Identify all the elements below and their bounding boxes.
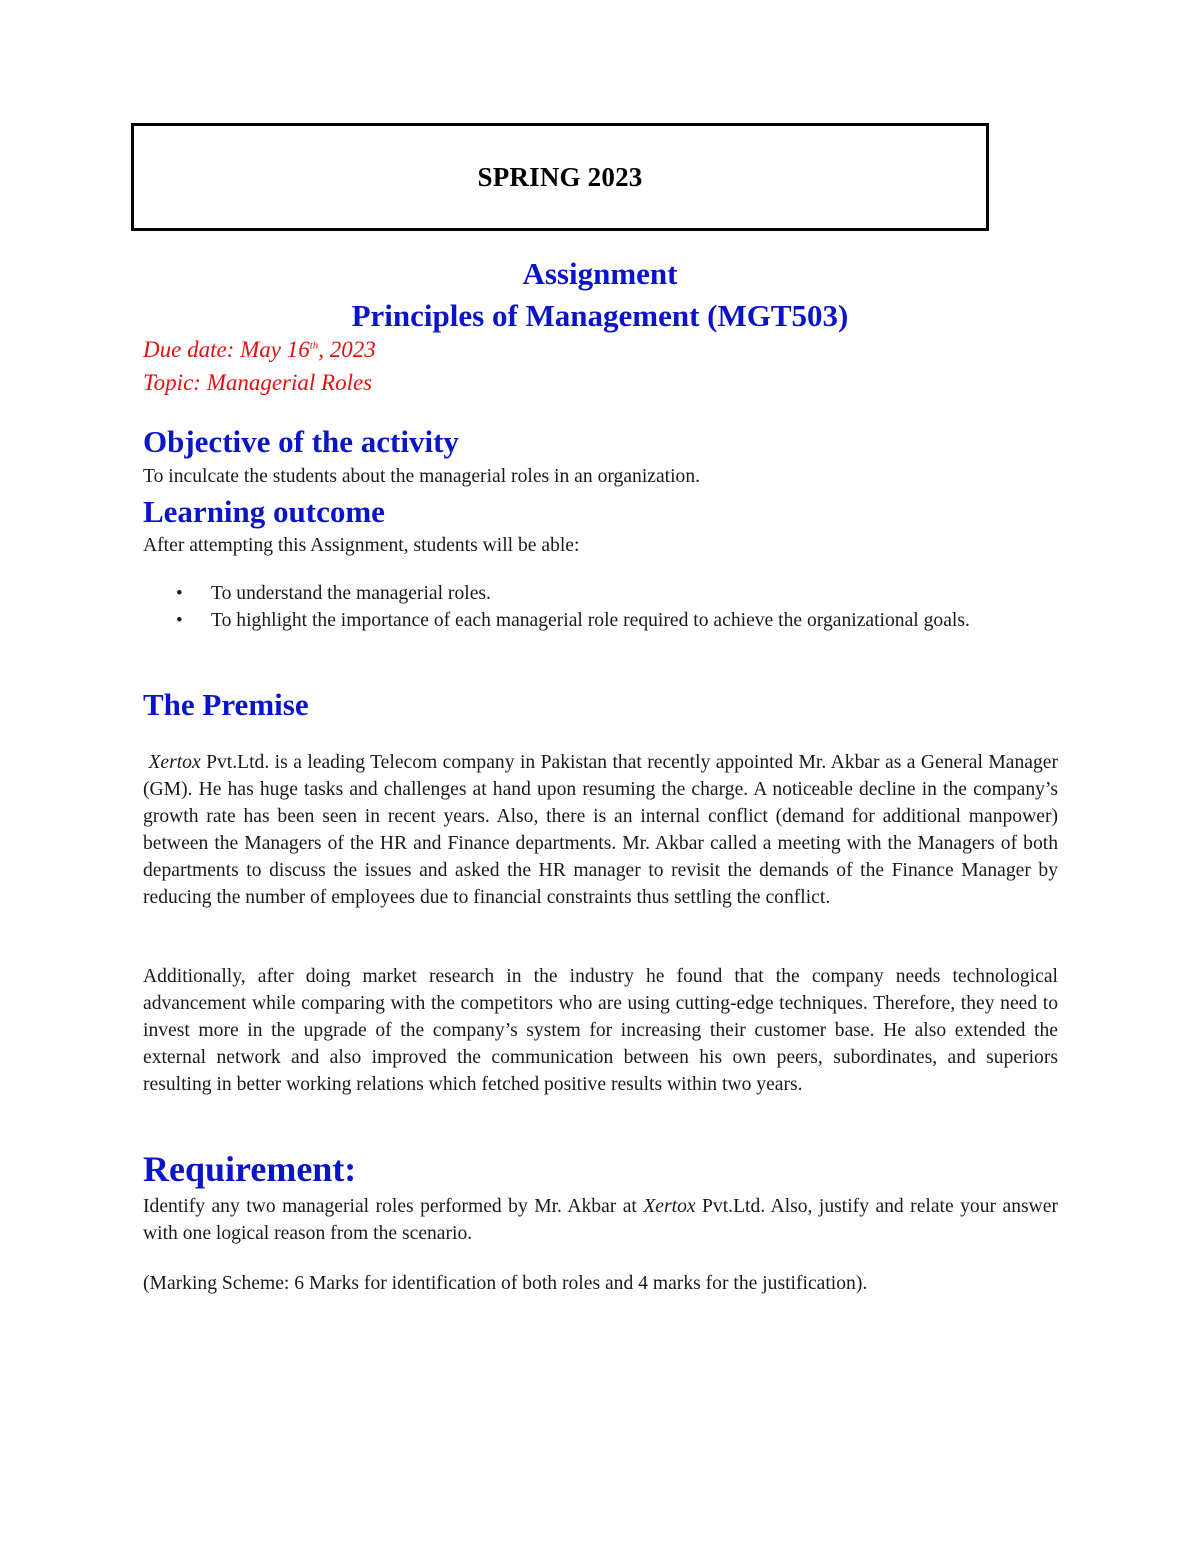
objective-heading: Objective of the activity bbox=[143, 424, 459, 459]
list-item bbox=[143, 580, 1058, 607]
requirement-heading: Requirement: bbox=[143, 1149, 357, 1189]
company-name: Xertox bbox=[148, 752, 201, 773]
requirement-text bbox=[143, 1193, 1058, 1247]
course-title: Principles of Management (MGT503) bbox=[351, 298, 849, 333]
bullet-icon: • bbox=[176, 610, 183, 631]
premise-heading: The Premise bbox=[143, 687, 309, 722]
due-date-text: Due date: May 16 bbox=[143, 337, 310, 362]
requirement-text-start: Identify any two managerial roles performed by Mr. Akbar at bbox=[143, 1196, 644, 1217]
learning-outcome-intro: After attempting this Assignment, students will be able: bbox=[143, 535, 580, 556]
topic: Topic: Managerial Roles bbox=[143, 370, 373, 395]
bullet-icon: • bbox=[176, 583, 183, 604]
learning-outcome-list bbox=[143, 580, 1058, 634]
assignment-title: Assignment bbox=[522, 256, 678, 291]
premise-paragraph-1 bbox=[143, 749, 1058, 911]
company-name: Xertox bbox=[643, 1196, 696, 1217]
premise-paragraph-1-text: Pvt.Ltd. is a leading Telecom company in Pakistan that recently appointed Mr. Akbar as a General Manager (GM). He has huge tasks and challenges at hand upon resuming the charge. A noticeable decline in the company’s growth rate has been seen in recent years. Also, there is an internal conflict (demand for additional manpower) between the Managers of the HR and Finance departments. Mr. Akbar called a meeting with the Managers of both departments to discuss the issues and asked the HR manager to revisit the demands of the Finance Manager by reducing the number of employees due to financial constraints thus settling the conflict. bbox=[143, 752, 1058, 908]
list-item bbox=[143, 607, 1058, 634]
requirement-text-end: Pvt.Ltd. Also, justify and relate your answer with one logical reason from the scenario. bbox=[143, 1196, 1058, 1244]
semester-label: SPRING 2023 bbox=[477, 161, 643, 192]
objective-text: To inculcate the students about the managerial roles in an organization. bbox=[143, 466, 701, 487]
semester-box bbox=[131, 123, 989, 231]
list-item-text: To highlight the importance of each managerial role required to achieve the organizational goals. bbox=[211, 610, 970, 631]
premise-paragraph-2: Additionally, after doing market research in the industry he found that the company needs technological advancement while comparing with the competitors who are using cutting-edge techniques. Therefore, they need to invest more in the upgrade of the company’s system for increasing their customer base. He also extended the external network and also improved the communication between his own peers, subordinates, and superiors resulting in better working relations which fetched positive results within two years. bbox=[143, 966, 1058, 1095]
marking-scheme: (Marking Scheme: 6 Marks for identification of both roles and 4 marks for the justification). bbox=[143, 1273, 868, 1294]
due-date-ordinal: th bbox=[309, 339, 319, 352]
due-date-year: , 2023 bbox=[318, 337, 376, 362]
list-item-text: To understand the managerial roles. bbox=[211, 583, 491, 604]
learning-outcome-heading: Learning outcome bbox=[143, 494, 385, 529]
due-date bbox=[143, 337, 376, 363]
